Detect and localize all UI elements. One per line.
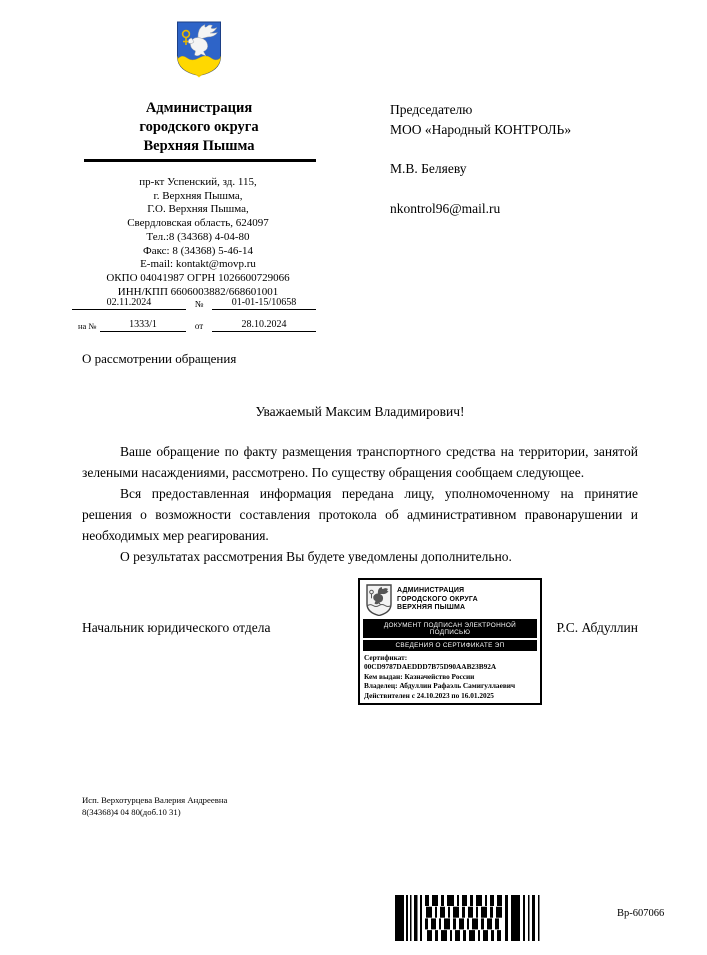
stamp-org-name	[397, 587, 478, 613]
reply-to-label: на №	[78, 321, 97, 331]
okpo-ogrn-line: ОКПО 04041987 ОГРН 1026600729066	[106, 271, 290, 284]
barcode-label: Вр-607066	[617, 908, 665, 919]
recipient-title: Председателю	[390, 102, 473, 117]
body-paragraph: Ваше обращение по факту размещения транспортного средства на территории, занятой зелеными насаждениями, рассмотрено. По существу обращения сообщаем следующее.	[82, 444, 638, 480]
recipient-organization: МОО «Народный КОНТРОЛЬ»	[390, 121, 572, 137]
signer-name: Р.С. Абдуллин	[556, 620, 638, 635]
from-label: от	[194, 321, 204, 331]
executor-phone: 8(34368)4 04 80(доб.10 31)	[82, 806, 181, 817]
org-line: Администрация	[145, 100, 253, 116]
phone-line: Тел.:8 (34368) 4-04-80	[146, 230, 250, 243]
reference-row-incoming	[72, 319, 316, 332]
stamp-certificate-details	[360, 651, 540, 702]
letterhead-contacts	[70, 176, 326, 299]
electronic-signature-stamp	[358, 578, 542, 705]
org-line: городского округа	[139, 119, 259, 135]
letterhead-org-name	[78, 99, 320, 156]
stamp-org-line: АДМИНИСТРАЦИЯ	[397, 587, 465, 595]
certificate-owner: Владелец: Абдуллин Рафаэль Самигуллаевич	[364, 681, 516, 691]
fax-line: Факс: 8 (34368) 5-46-14	[143, 244, 253, 257]
reference-row-outgoing	[72, 297, 316, 310]
recipient-block	[390, 100, 571, 218]
recipient-name: М.В. Беляеву	[390, 161, 467, 176]
org-line: Верхняя Пышма	[143, 138, 255, 154]
executor-block	[82, 795, 227, 818]
stamp-header	[360, 580, 540, 619]
salutation: Уважаемый Максим Владимирович!	[255, 404, 465, 419]
stamp-certificate-banner: СВЕДЕНИЯ О СЕРТИФИКАТЕ ЭП	[363, 640, 537, 652]
outgoing-date: 02.11.2024	[72, 297, 186, 310]
email-line: E-mail: kontakt@movp.ru	[140, 258, 256, 271]
coat-of-arms-icon	[176, 20, 222, 78]
incoming-number: 1333/1	[100, 319, 186, 332]
recipient-email: nkontrol96@mail.ru	[390, 200, 501, 216]
number-label: №	[194, 299, 204, 309]
incoming-date: 28.10.2024	[212, 319, 316, 332]
certificate-issuer: Кем выдан: Казначейство России	[364, 671, 475, 681]
stamp-org-line: ВЕРХНЯЯ ПЫШМА	[397, 604, 466, 612]
letterhead-divider	[84, 159, 316, 162]
executor-name: Исп. Верхотурцева Валерия Андреевна	[82, 795, 228, 805]
subject-line: О рассмотрении обращения	[82, 351, 237, 366]
signer-position: Начальник юридического отдела	[82, 620, 271, 635]
address-line: пр-кт Успенский, зд. 115,	[139, 176, 257, 188]
stamp-org-line: ГОРОДСКОГО ОКРУГА	[397, 595, 478, 603]
address-line: Г.О. Верхняя Пышма,	[147, 203, 249, 216]
body-paragraph: Вся предоставленная информация передана лицу, уполномоченному на принятие решения о возможности составления протокола об административном правонарушении и необходимых мер реагирования.	[82, 486, 638, 543]
stamp-signed-banner: ДОКУМЕНТ ПОДПИСАН ЭЛЕКТРОННОЙ ПОДПИСЬЮ	[363, 619, 537, 638]
letter-body	[82, 441, 638, 567]
barcode-2d	[395, 895, 545, 941]
outgoing-number: 01-01-15/10658	[212, 297, 316, 310]
certificate-validity: Действителен с 24.10.2023 по 16.01.2025	[364, 690, 494, 700]
inn-kpp-line: ИНН/КПП 6606003882/668601001	[117, 285, 279, 298]
reference-block	[72, 297, 316, 332]
stamp-coat-of-arms-icon	[366, 584, 392, 616]
certificate-number: Сертификат: 00CD9787DAEDDD7B75D90AAB23B92A	[364, 653, 497, 672]
body-paragraph: О результатах рассмотрения Вы будете уведомлены дополнительно.	[120, 549, 512, 564]
address-line: Свердловская область, 624097	[127, 217, 269, 230]
address-line: г. Верхняя Пышма,	[153, 189, 243, 202]
